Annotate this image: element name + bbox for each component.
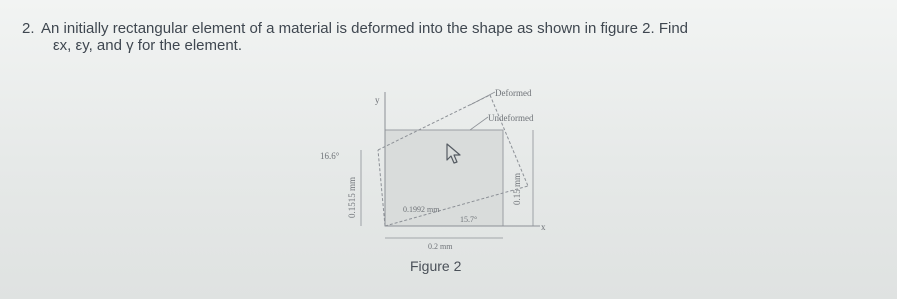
left-dimension-label: 0.1515 mm [347, 176, 357, 218]
undeformed-label: Undeformed [488, 113, 534, 123]
y-axis-label: y [375, 95, 380, 105]
question-text-line2-rest: and γ for the element. [92, 37, 243, 54]
bottom-dimension-label: 0.2 mm [428, 242, 453, 251]
figure-caption: Figure 2 [410, 258, 462, 274]
deformed-leader [470, 92, 495, 105]
right-dimension-label: 0.15 mm [512, 172, 522, 205]
x-axis-label: x [541, 222, 546, 232]
strain-symbols: εx, εy, [53, 37, 93, 54]
mouse-cursor-icon [446, 143, 462, 165]
angle-left-label: 16.6° [320, 151, 340, 161]
angle-bottom-label: 15.7° [460, 215, 478, 224]
deformed-left-edge [378, 150, 385, 226]
deformed-label: Deformed [495, 88, 532, 98]
question-text-line1: An initially rectangular element of a material is deformed into the shape as shown in figure 2. Find [41, 20, 689, 37]
undeformed-leader [470, 117, 488, 130]
inner-dimension-label: 0.1992 mm [403, 205, 440, 214]
question-number: 2. [22, 20, 35, 37]
